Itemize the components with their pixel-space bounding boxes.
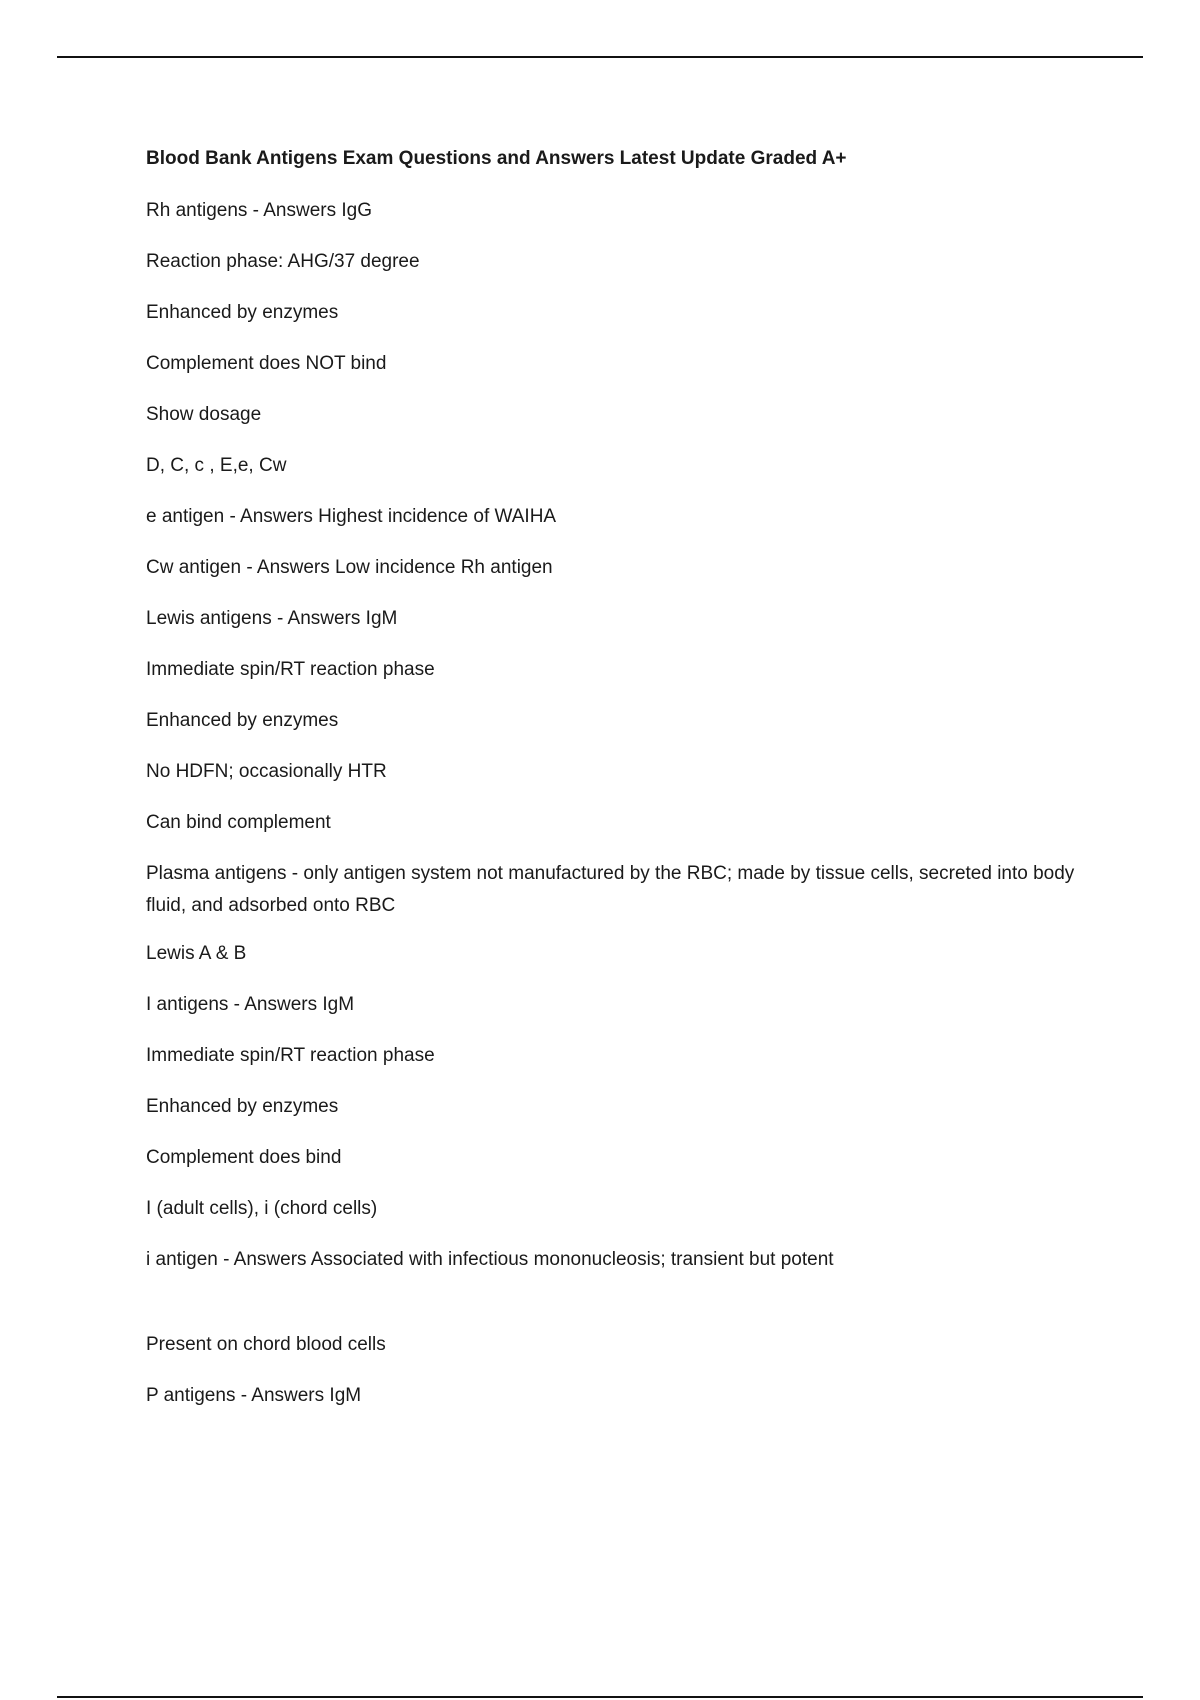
text-line: I (adult cells), i (chord cells) [146, 1198, 378, 1219]
text-line: P antigens - Answers IgM [146, 1385, 362, 1406]
text-line: Show dosage [146, 404, 262, 425]
text-line: e antigen - Answers Highest incidence of WAIHA [146, 506, 557, 527]
document-body [146, 145, 1096, 1431]
text-line: Immediate spin/RT reaction phase [146, 659, 435, 680]
text-line: Reaction phase: AHG/37 degree [146, 251, 420, 272]
top-rule [57, 56, 1143, 58]
text-line: Present on chord blood cells [146, 1334, 386, 1355]
text-line: Immediate spin/RT reaction phase [146, 1045, 435, 1066]
document-title: Blood Bank Antigens Exam Questions and Answers Latest Update Graded A+ [146, 148, 847, 169]
text-line: Enhanced by enzymes [146, 1096, 339, 1117]
text-line: Lewis A & B [146, 943, 247, 964]
text-line: i antigen - Answers Associated with infectious mononucleosis; transient but potent [146, 1249, 834, 1270]
text-line: No HDFN; occasionally HTR [146, 761, 387, 782]
bottom-rule [57, 1696, 1143, 1698]
text-line: Plasma antigens - only antigen system not manufactured by the RBC; made by tissue cells, secreted into body fluid, and adsorbed onto RBC [146, 863, 1075, 916]
text-line: Rh antigens - Answers IgG [146, 200, 372, 221]
text-line: Complement does NOT bind [146, 353, 387, 374]
text-line: I antigens - Answers IgM [146, 994, 355, 1015]
text-line: Enhanced by enzymes [146, 710, 339, 731]
text-line: Lewis antigens - Answers IgM [146, 608, 398, 629]
text-line: Can bind complement [146, 812, 331, 833]
text-line: D, C, c , E,e, Cw [146, 455, 287, 476]
qa-lines [146, 195, 1096, 1412]
text-line: Complement does bind [146, 1147, 342, 1168]
text-line: Cw antigen - Answers Low incidence Rh antigen [146, 557, 553, 578]
text-line: Enhanced by enzymes [146, 302, 339, 323]
